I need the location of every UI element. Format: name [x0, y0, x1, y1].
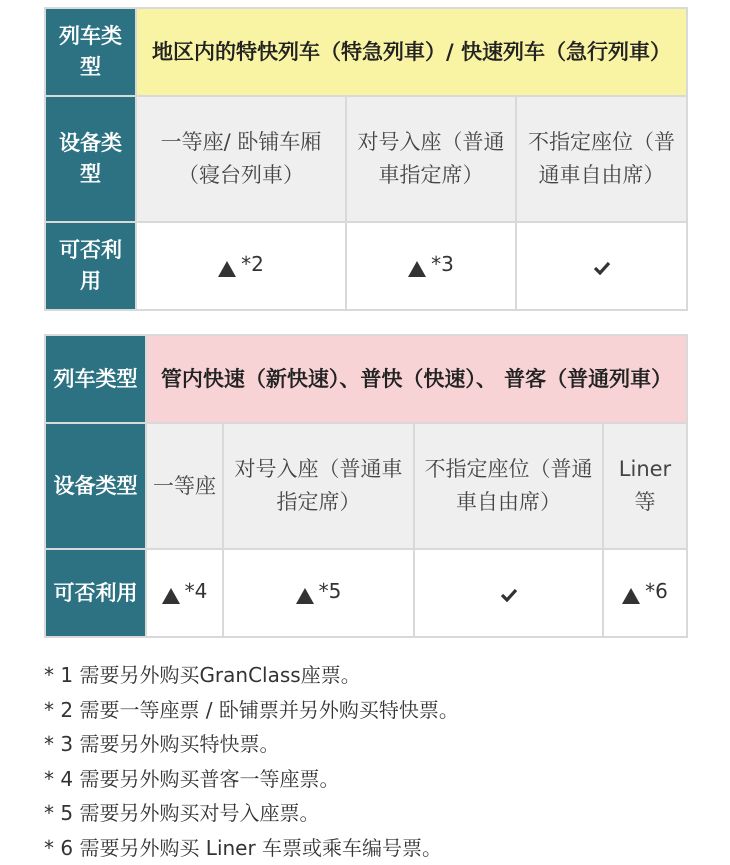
availability-reserved [346, 222, 516, 310]
footnote-6: * 6 需要另外购买 Liner 车票或乘车编号票。 [44, 831, 704, 865]
train-type-row [45, 335, 687, 423]
check-icon [500, 588, 518, 602]
availability-label: 可否利用 [45, 549, 146, 637]
train-type-value: 管内快速（新快速）、普快（快速）、 普客（普通列車） [146, 335, 687, 423]
facility-first-class: 一等座 [146, 423, 223, 549]
footnote-1: * 1 需要另外购买GranClass座票。 [44, 658, 704, 693]
availability-label: 可否利用 [45, 222, 136, 310]
availability-row [45, 222, 687, 310]
footnote-4: * 4 需要另外购买普客一等座票。 [44, 762, 704, 797]
check-icon [593, 261, 611, 275]
triangle-icon [408, 261, 426, 277]
train-type-label: 列车类型 [45, 8, 136, 96]
availability-row [45, 549, 687, 637]
footnote-2: * 2 需要一等座票 / 卧铺票并另外购买特快票。 [44, 693, 704, 728]
note-reference: *2 [241, 252, 264, 276]
facility-reserved: 对号入座（普通車指定席） [223, 423, 414, 549]
note-reference: *4 [185, 579, 208, 603]
footnote-3: * 3 需要另外购买特快票。 [44, 727, 704, 762]
availability-reserved [223, 549, 414, 637]
footnotes [44, 658, 704, 865]
note-reference: *3 [431, 252, 454, 276]
triangle-icon [296, 588, 314, 604]
facility-label: 设备类型 [45, 423, 146, 549]
triangle-icon [162, 588, 180, 604]
express-train-table [44, 7, 688, 311]
availability-first-class [146, 549, 223, 637]
availability-non-reserved [414, 549, 603, 637]
triangle-icon [218, 261, 236, 277]
facility-first-class: 一等座/ 卧铺车厢（寝台列車） [136, 96, 346, 222]
triangle-icon [622, 588, 640, 604]
note-reference: *5 [319, 579, 342, 603]
note-reference: *6 [645, 579, 668, 603]
availability-non-reserved [516, 222, 687, 310]
facility-row [45, 423, 687, 549]
facility-row [45, 96, 687, 222]
train-type-row [45, 8, 687, 96]
train-type-value: 地区内的特快列车（特急列車）/ 快速列车（急行列車） [136, 8, 687, 96]
facility-non-reserved: 不指定座位（普通車自由席） [414, 423, 603, 549]
footnote-5: * 5 需要另外购买对号入座票。 [44, 796, 704, 831]
train-type-label: 列车类型 [45, 335, 146, 423]
facility-liner: Liner 等 [603, 423, 687, 549]
facility-non-reserved: 不指定座位（普通車自由席） [516, 96, 687, 222]
facility-label: 设备类型 [45, 96, 136, 222]
availability-first-class [136, 222, 346, 310]
local-train-table [44, 334, 688, 638]
availability-liner [603, 549, 687, 637]
facility-reserved: 对号入座（普通車指定席） [346, 96, 516, 222]
